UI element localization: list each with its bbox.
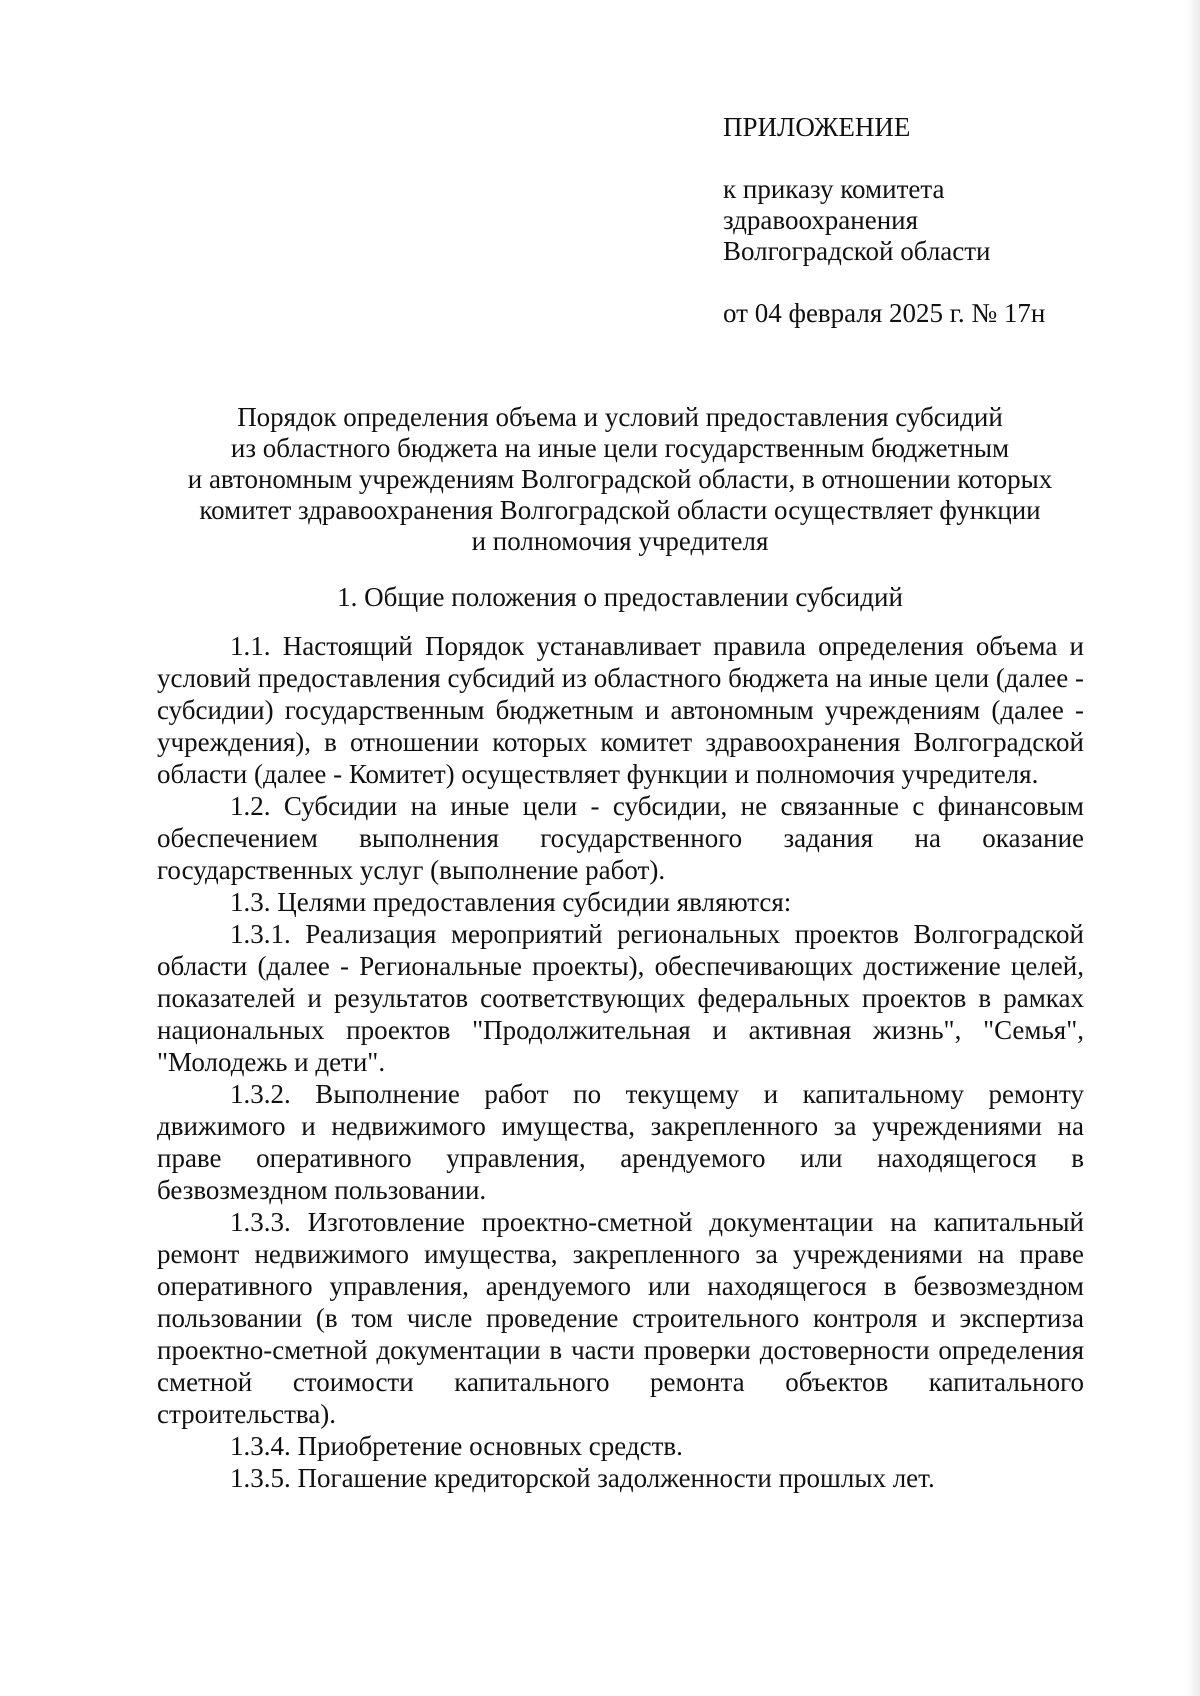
document-body [157,630,1084,1494]
paragraph-1-2: 1.2. Субсидии на иные цели - субсидии, не связанные с финансовым обеспечением выполнения государственного задания на оказание государственных услуг (выполнение работ). [157,791,1084,885]
paragraph-1-1: 1.1. Настоящий Порядок устанавливает правила определения объема и условий предоставления субсидий из областного бюджета на иные цели (далее - субсидии) государственным бюджетным и автономным учреждениям (далее - учреждения), в отношении которых комитет здравоохранения Волгоградской области (далее - Комитет) осуществляет функции и полномочия учредителя. [157,631,1084,789]
appendix-to-line-3: Волгоградской области [723,236,991,266]
document-title-line-1: Порядок определения объема и условий предоставления субсидий [237,402,1003,432]
paragraph-1-3-5: 1.3.5. Погашение кредиторской задолженности прошлых лет. [230,1463,935,1493]
page-edge-shadow [1186,0,1200,1696]
document-title-line-3: и автономным учреждениям Волгоградской области, в отношении которых [187,464,1053,494]
document-title [155,402,1085,557]
paragraph-1-3-1: 1.3.1. Реализация мероприятий региональных проектов Волгоградской области (далее - Региональные проекты), обеспечивающих достижение целей, показателей и результатов соответствующих федеральных проектов в рамках национальных проектов "Продолжительная и активная жизнь", "Семья", "Молодежь и дети". [157,919,1084,1077]
paragraph-1-3-2: 1.3.2. Выполнение работ по текущему и капитальному ремонту движимого и недвижимого имущества, закрепленного за учреждениями на праве оперативного управления, арендуемого или находящегося в безвозмездном пользовании. [157,1079,1084,1205]
appendix-date: от 04 февраля 2025 г. № 17н [723,298,1046,328]
section-heading: 1. Общие положения о предоставлении субсидий [337,582,903,612]
document-title-line-2: из областного бюджета на иные цели государственным бюджетным [230,433,1010,463]
appendix-to-line-2: здравоохранения [723,205,919,235]
appendix-header [723,112,1143,329]
appendix-to-line-1: к приказу комитета [723,174,945,204]
paragraph-1-3-4: 1.3.4. Приобретение основных средств. [230,1431,683,1461]
paragraph-1-3: 1.3. Целями предоставления субсидии являются: [230,887,792,917]
appendix-title: ПРИЛОЖЕНИЕ [723,112,911,142]
document-title-line-5: и полномочия учредителя [471,526,769,556]
paragraph-1-3-3: 1.3.3. Изготовление проектно-сметной документации на капитальный ремонт недвижимого имущества, закрепленного за учреждениями на праве оперативного управления, арендуемого или находящегося в безвозмездном пользовании (в том числе проведение строительного контроля и экспертиза проектно-сметной документации в части проверки достоверности определения сметной стоимости капитального ремонта объектов капитального строительства). [157,1207,1084,1429]
document-title-line-4: комитет здравоохранения Волгоградской области осуществляет функции [199,495,1041,525]
